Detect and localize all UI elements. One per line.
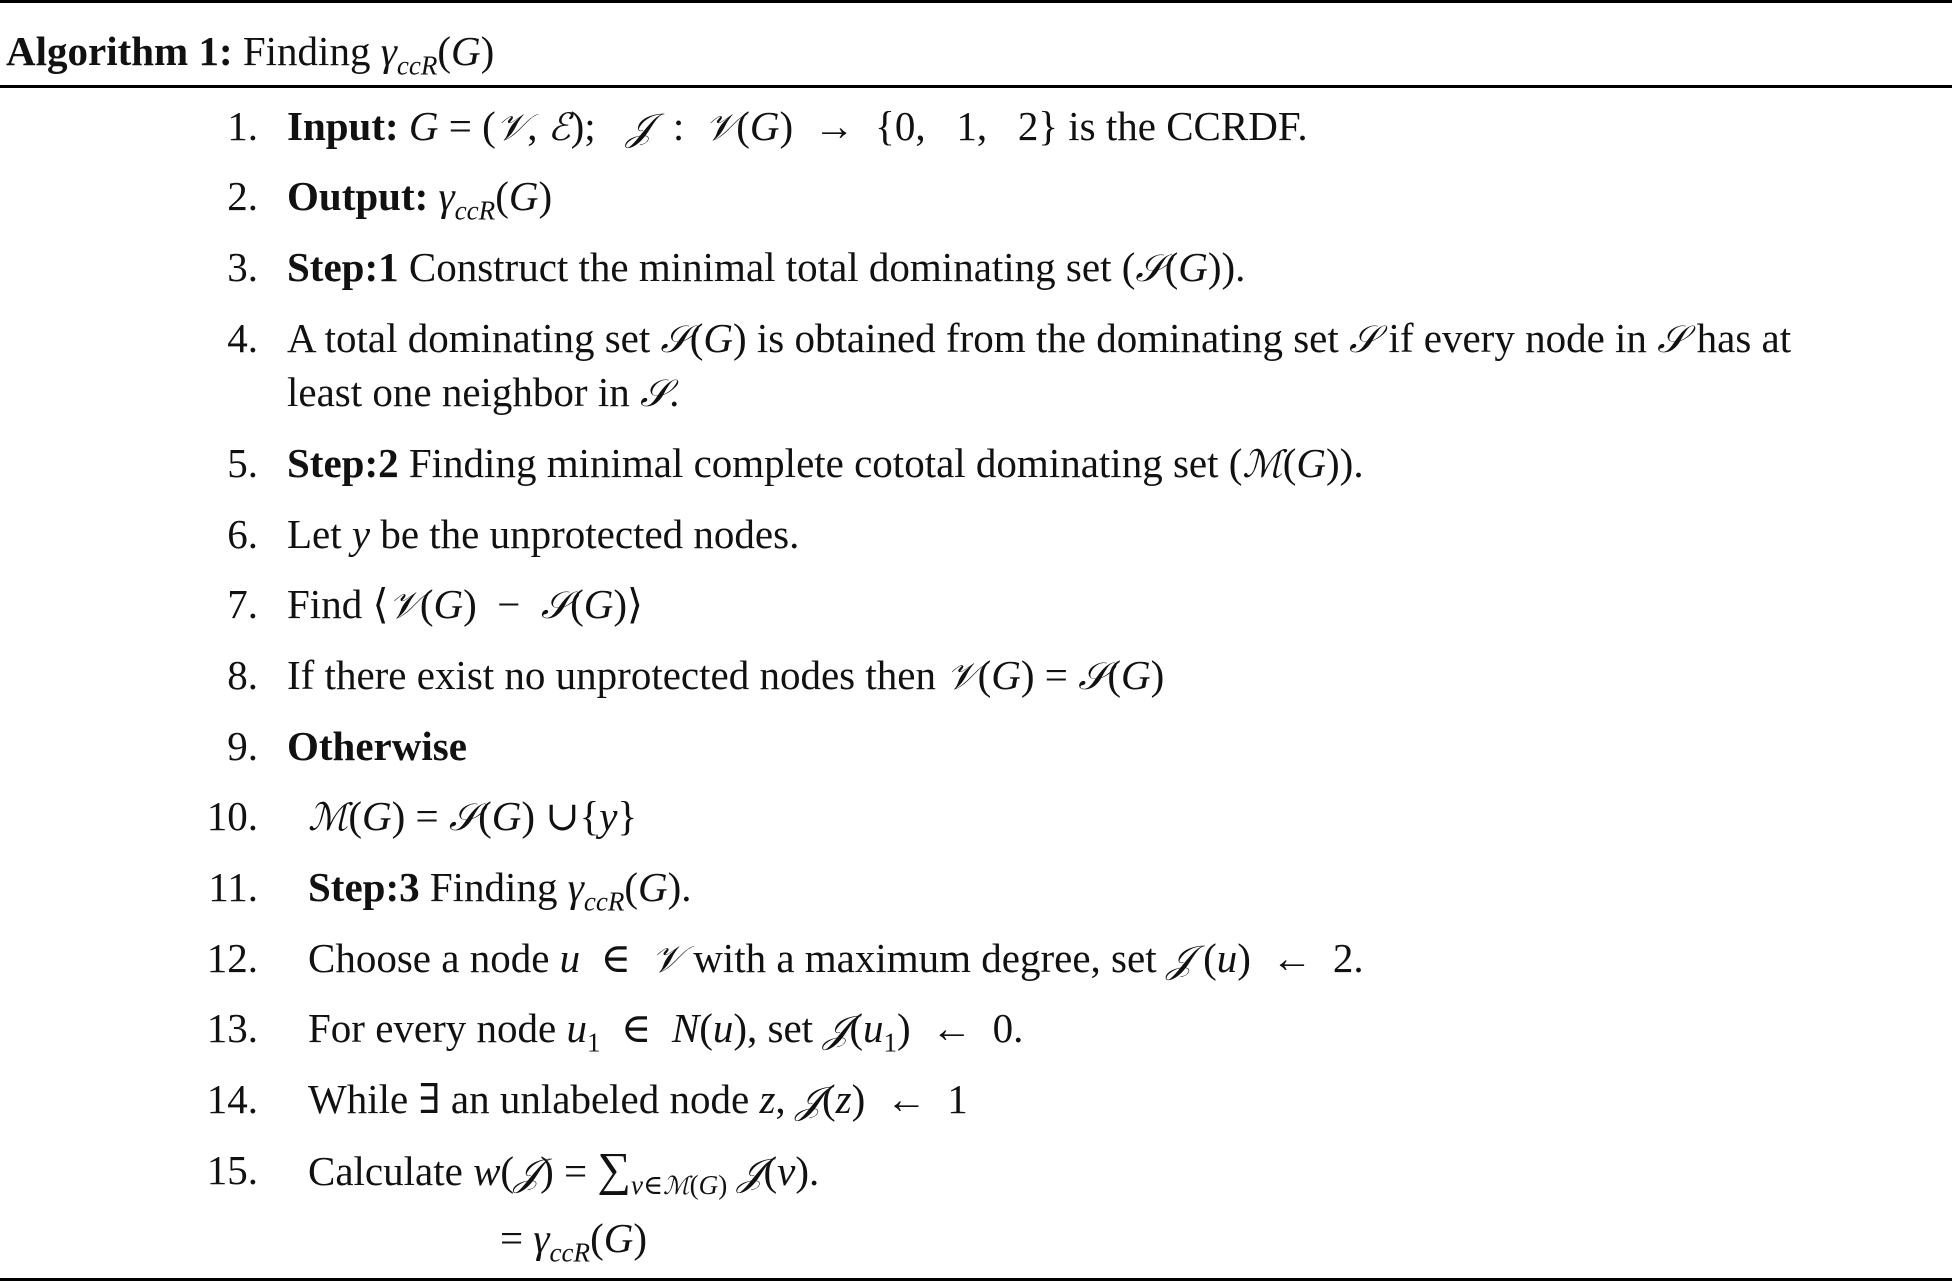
top-rule [0,0,1952,3]
caption-rule [0,85,1952,88]
step-number: 3. [227,244,258,290]
step-15-continuation: = $\gamma_{ccR}(G)$ [500,1215,647,1268]
algorithm-title: Finding $\gamma_{ccR}(G)$ [242,28,495,81]
step-number: 14. [206,1076,258,1122]
step-text: While ∃ an unlabeled node z, 𝒥(z) ← 1 [308,1076,968,1122]
step-text: Choose a node u ∈ 𝒱 with a maximum degree, set 𝒥 (u) ← 2. [308,935,1364,981]
algorithm-label: Algorithm 1: [6,28,233,74]
step-text: Find ⟨𝒱(G) − 𝒮(G)⟩ [287,581,644,627]
step-keyword: Step:2 [287,440,399,486]
step-text: Let y be the unprotected nodes. [287,511,800,557]
step-number: 1. [227,103,258,149]
step-keyword: Output: [287,173,429,219]
step-text: Step:3 Finding $\gamma_{ccR}(G)$. [308,864,692,917]
step-text: ℳ(G) = 𝒮(G) ∪{y} [308,793,638,839]
step-keyword: Input: [287,103,399,149]
step-number: 5. [227,440,258,486]
step-number: 7. [227,581,258,627]
bottom-rule [0,1278,1952,1281]
step-number: 9. [227,723,258,769]
algorithm-caption [6,22,494,80]
step-text: For every node $u_1$ ∈ N(u), set $𝒥(u_1)$ ← 0. [308,1005,1024,1058]
step-keyword: Otherwise [287,723,467,769]
step-number: 2. [227,173,258,219]
step-number: 8. [227,652,258,698]
step-number: 4. [227,315,258,361]
step-text: A total dominating set 𝒮(G) is obtained from the dominating set 𝒮 if every node in 𝒮 has at [287,315,1792,361]
step-keyword: Step:1 [287,244,399,290]
step-text: Step:2 Finding minimal complete cototal dominating set (ℳ(G)). [287,440,1364,486]
step-number: 15. [206,1147,258,1193]
step-text [287,719,467,773]
step-text: Calculate w(𝒥) = $\sum_{v\in ℳ(G)}$ 𝒥(v). [308,1144,820,1201]
step-number: 13. [206,1005,258,1051]
step-text: Step:1 Construct the minimal total dominating set (𝒮(G)). [287,244,1246,290]
step-text: If there exist no unprotected nodes then 𝒱(G) = 𝒮(G) [287,652,1165,698]
step-number: 6. [227,511,258,557]
step-keyword: Step:3 [308,864,420,910]
step-text: Output: $\gamma_{ccR}(G)$ [287,173,553,226]
step-text: Input: G = (𝒱, ℰ); 𝒥 : 𝒱(G) → {0, 1, 2} is the CCRDF. [287,103,1308,149]
step-4-continuation: least one neighbor in 𝒮. [287,369,680,415]
step-number: 12. [206,935,258,981]
step-number: 10. [206,793,258,839]
step-number: 11. [208,864,258,910]
